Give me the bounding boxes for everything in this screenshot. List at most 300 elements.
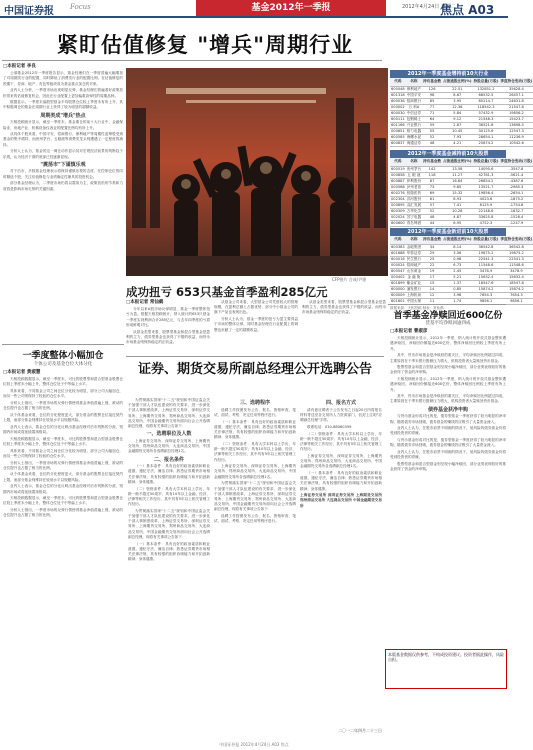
table-cell: 15.32 [442, 190, 472, 196]
table-cell: 双汇发展 [406, 202, 422, 207]
table-cell: 15874.2 [473, 286, 500, 292]
table-cell: 98 [422, 92, 442, 98]
disclaimer-box: 本版基金数据仅供参考，不构成投资建议。投资者据此操作，风险自担。 [385, 649, 507, 689]
page-footer: 中国证券报 2012年4月24日 A03 焦点 [219, 742, 289, 747]
table-cell: 25874.2 [473, 140, 500, 146]
table-cell: 7654.3 [473, 292, 500, 298]
article-paragraph: 天相投顾数据显示，截至一季度末，可比的股票型和混合型基金股票仓位较上季度末小幅上升，整体仓位处于中等偏上水平。 [3, 496, 123, 506]
table-cell: 山东黄金 [406, 268, 422, 273]
article-paragraph: 天相投顾统计显示，2012年一季度，纳入统计的开放式基金整体遭遇净赎回，净赎回份额接近600亿份，整体净赎回比例较上季度有所上升。 [390, 336, 506, 351]
announcement-date: 二〇一二年四月二十三日 [338, 728, 382, 733]
table-cell: 伊利股份 [406, 178, 422, 183]
table-cell: 金 融 街 [407, 274, 421, 279]
table-cell: 恒瑞医药 [406, 190, 422, 195]
announcement-paragraph: 请有意应聘者于公告发布之日起20日内将报名材料寄送至各交易所人力资源部门，信封上注明"应聘副总经理"字样。 [300, 407, 382, 423]
table-cell: 600111 [391, 117, 405, 121]
table-cell: -4387.6 [499, 178, 533, 184]
table-cell: 000895 [391, 203, 405, 207]
announcement-paragraph: （二）资格条件：具有大学本科以上学历，年龄一般不超过50周岁；具有10年以上金融、经济、法律等相关工作经历，其中具有5年以上相关管理工作经历。 [128, 486, 210, 507]
announcement-paragraph: 上海证券交易所、深圳证券交易所、上海期货交易所、郑州商品交易所、大连商品交易所、中国金融期货交易所各选聘副总经理1名。 [214, 464, 296, 479]
announcement-paragraph: 为贯彻落实国家"十二五"规划和中国证监会关于加强干部人才队伍建设的有关要求，进一步深化干部人事制度改革，上海证券交易所、深圳证券交易所、上海期货交易所、郑州商品交易所、大连商品交易所、中国金融期货交易所面向社会公开选聘副总经理，现将有关事项公告如下： [128, 398, 210, 429]
table-cell: 600837 [391, 141, 405, 145]
table-cell: 000002 [391, 105, 405, 109]
table-cell: 万 科A [406, 104, 422, 110]
feature-photo [126, 68, 388, 276]
table-cell: 10.28 [442, 208, 472, 214]
table-cell: 8.67 [442, 92, 472, 98]
article-paragraph: 今年以来A股市场反弹明显，基金一季度整体扭亏为盈。根据天相投顾统计，纳入统计的653只基金一季度实现利润合计285亿元，与去年四季度的亏损形成鲜明对比。 [126, 307, 210, 327]
table-header-cell: 季度持仓变动(万股) [499, 78, 533, 86]
table-cell: 35628.4 [499, 86, 533, 92]
table-cell: 132851.2 [473, 86, 500, 92]
table-cell: 11 [422, 298, 442, 304]
article-paragraph: 从基金类型来看，股票型基金和混合型基金是盈利的主力，债券型基金也获得了不错的收益，而货币市场基金则保持稳定的正收益。 [126, 329, 210, 344]
section-banner: 基金2012年一季报 [196, 0, 386, 16]
article-position-subtitle: 个体公司及基金仓位大体分化 [33, 362, 93, 367]
table-cell: 22541.3 [499, 256, 533, 262]
article-paragraph: 分析人士指出，一季度市场的反弹行情使得基金净值普遍上涨，被动的仓位提升也占据了相当的比例。 [3, 460, 123, 470]
table-cell: 6.73 [442, 262, 472, 268]
table-cell: 0.98 [442, 256, 472, 262]
table-cell: 42781.3 [473, 172, 500, 178]
table-cell: 贵州茅台 [406, 166, 422, 171]
article-paragraph: 数据显示，一季度末偏股型基金平均股票仓位较上季度末有所上升，其中积极调仓的基金在周期行业上获得了较为明显的超额收益。 [3, 100, 123, 110]
table-cell: 包钢稀土 [406, 116, 422, 121]
table-title: 2012年一季度基金增持前10大行业 [390, 70, 506, 78]
table-header-cell: 持有基金数 [422, 236, 442, 244]
table-cell: 600030 [391, 111, 405, 115]
table-header-cell: 占流通股比例(%) [442, 236, 472, 244]
table-header-cell: 持股总量(万股) [473, 78, 500, 86]
table-header-cell: 持股总量(万股) [473, 236, 500, 244]
article-paragraph: 从个体基金来看，仓位的分化程度更大，部分基金的股票仓位接近契约上限，而部分基金则维持在较低水平以规避风险。 [3, 472, 123, 482]
article-paragraph: 天相投顾数据显示，截至一季度末，可比的股票型和混合型基金股票仓位较上季度末小幅上升，整体仓位处于中等偏上水平。 [3, 377, 123, 387]
article-paragraph: 分析人士认为，基金一季度的扭亏为盈主要得益于市场的整体反弹，同时基金经理在行业配置上的调整也贡献了一定的超额收益。 [214, 317, 298, 332]
table-cell: 8.14 [442, 244, 472, 250]
table-cell: 洋河股份 [406, 196, 422, 201]
announcement-paragraph: 为贯彻落实国家"十二五"规划和中国证监会关于加强干部人才队伍建设的有关要求，进一步深化干部人事制度改革，上海证券交易所、深圳证券交易所、上海期货交易所、郑州商品交易所、大连商品交易所、中国金融期货交易所面向社会公开选聘副总经理，现将有关事项公告如下： [214, 481, 296, 512]
announcement-paragraph: 选聘工作按照发布公告、报名、资格审查、笔试、面试、考察、决定任用等程序进行。 [214, 407, 296, 417]
table-cell: 15632.4 [473, 274, 500, 280]
article-paragraph: 天相投顾数据显示，截至一季度末，可比的股票型和混合型基金股票仓位较上季度末小幅上升，整体仓位处于中等偏上水平。 [3, 436, 123, 446]
main-headline: 紧盯估值修复 "增兵"周期行业 [56, 33, 354, 57]
article-subhead: 债券基金获净申购 [427, 406, 468, 413]
table-header-cell: 持有基金数 [422, 78, 442, 86]
table-cell: 18547.6 [473, 280, 500, 286]
article-paragraph: 天相投顾统计显示，截至一季度末，基金重仓的前十大行业中，金融保险业、房地产业、机械设备仪表业的配置比例均有所上升。 [3, 120, 123, 130]
table-cell: 36542.8 [499, 244, 533, 250]
article-profit-col3 [302, 300, 386, 352]
table-header-cell: 代码 [390, 158, 406, 166]
table-cell: -1528.4 [499, 214, 533, 220]
table-cell: 19856.4 [473, 190, 500, 196]
article-paragraph: 与货币基金形成对比的是，债券型基金一季度获得了较为明显的净申购，随着债券市场回暖，债券基金的赚钱效应吸引了大量资金流入。 [390, 438, 506, 448]
data-table [390, 236, 533, 305]
table-cell: 14 [422, 286, 442, 292]
table-cell: 85214.7 [473, 98, 500, 104]
table-cell: 33625.8 [473, 214, 500, 220]
table-row [390, 140, 533, 146]
focus-label: Focus [70, 3, 91, 11]
table-cell: 000402 [391, 275, 405, 279]
table-cell: 0.85 [442, 286, 472, 292]
article-paragraph: 对于后市，多数基金经理表示将保持谨慎乐观的态度，在控制仓位的同时精选个股，关注估值修复与业绩确定性兼具的投资机会。 [3, 169, 123, 179]
article-valuation [3, 64, 123, 342]
table-cell: 格力电器 [406, 128, 422, 133]
table-cell: 52 [422, 208, 442, 214]
table-cell: 71 [422, 110, 442, 116]
table-cell: 002304 [391, 197, 405, 201]
table-cell: 600036 [391, 99, 405, 103]
article-profit-col1 [126, 300, 210, 352]
article-paragraph: 分析人士指出，一季度市场的反弹行情使得基金净值普遍上涨，被动的仓位提升也占据了相当的比例。 [3, 508, 123, 518]
table-cell: 苏宁电器 [406, 214, 422, 219]
announcement-paragraph: （一）基本条件：具有良好的政治素质和职业道德，遵纪守法，廉洁自律；熟悉证券期货市场相关法律法规，具有较强的组织协调能力和开拓创新精神；身体健康。 [300, 470, 382, 491]
table-cell: 12547.3 [499, 128, 533, 134]
table-cell: 601166 [391, 123, 405, 127]
section-rule [388, 304, 506, 305]
table-cell: 海螺水泥 [406, 134, 422, 139]
table-cell: 77 [422, 104, 442, 110]
table-cell: 000024 [391, 263, 405, 267]
article-paragraph: 天相投顾统计显示，2012年一季度，纳入统计的开放式基金整体遭遇净赎回，净赎回份额接近600亿份，整体净赎回比例较上季度有所上升。 [390, 377, 506, 392]
paper-logo: 中国证券报 [4, 6, 54, 17]
table-cell: 6.95 [442, 220, 472, 226]
table-title: 2012年一季度基金减持前10大股票 [390, 150, 506, 158]
article-paragraph: 具体来看，不同基金公司之间仓位分化较为明显，部分公司大幅加仓，而另一些公司则保持了较低的仓位水平。 [3, 448, 123, 458]
table-cell: 28654.1 [473, 134, 500, 140]
announcement-paragraph: （二）资格条件：具有大学本科以上学历，年龄一般不超过50周岁；具有10年以上金融、经济、法律等相关工作经历，其中具有5年以上相关管理工作经历。 [214, 441, 296, 462]
table-cell: 海通证券 [406, 140, 422, 145]
headline-rule [2, 60, 382, 61]
table-cell: 87 [422, 178, 442, 184]
table-cell: 126 [422, 86, 442, 92]
table-cell: 华泰证券 [406, 250, 422, 255]
table-cell: 10542.6 [499, 140, 533, 146]
table-cell: 142 [422, 166, 442, 172]
table-cell: 7654.3 [499, 292, 533, 298]
table-cell: 600383 [391, 245, 405, 249]
table-cell: -2654.1 [499, 190, 533, 196]
announcement-col3 [300, 398, 382, 738]
table-cell: 26854.2 [473, 178, 500, 184]
table-cell: 22148.6 [473, 208, 500, 214]
announcement-paragraph: 联系电话：010-88060399 [307, 424, 352, 429]
table-cell: -1632.7 [499, 208, 533, 214]
table-cell: 600009 [391, 293, 405, 297]
table-cell: 2.87 [442, 122, 472, 128]
article-paragraph: 业内人士分析，一季度市场出现明显反弹，基金经理们普遍看好政策放松带来的估值修复机会，因此在行业配置上更加偏重高弹性的周期品种。 [3, 88, 123, 98]
article-profit-col2 [214, 300, 298, 352]
announcement-subhead: 三、选聘程序 [239, 400, 270, 406]
table-cell: 55 [422, 128, 442, 134]
announcement-paragraph: 上海证券交易所、深圳证券交易所、上海期货交易所、郑州商品交易所、大连商品交易所、中国金融期货交易所各选聘副总经理1名。 [300, 453, 382, 469]
table-cell: 000568 [391, 185, 405, 189]
table-cell: 24631.8 [499, 98, 533, 104]
announcement-col1 [128, 398, 210, 738]
table-cell: 9856.1 [473, 298, 500, 304]
table-cell: 4752.3 [473, 220, 500, 226]
table-cell: 600600 [391, 221, 405, 225]
announcement-paragraph: （一）基本条件：具有良好的政治素质和职业道德，遵纪守法，廉洁自律；熟悉证券期货市场相关法律法规，具有较强的组织协调能力和开拓创新精神；身体健康。 [128, 541, 210, 562]
market-photo-collage [126, 68, 388, 276]
table-cell: 9856.1 [499, 298, 533, 304]
table-cell: 3478.9 [473, 268, 500, 274]
table-cell: 13521.7 [473, 184, 500, 190]
table-cell: 64 [422, 116, 442, 122]
table-cell: 民生银行 [406, 256, 422, 261]
table-header-cell: 季度持仓变动(万股) [499, 236, 533, 244]
table-cell: 3.98 [442, 292, 472, 298]
table-cell: 16.84 [442, 178, 472, 184]
table-cell: 4023.6 [473, 196, 500, 202]
table-cell: 中国太保 [406, 298, 422, 303]
table-cell: 10.45 [442, 128, 472, 134]
table-cell: 7.93 [442, 134, 472, 140]
table-cell: 61 [422, 196, 442, 202]
table-cell: 4.87 [442, 214, 472, 220]
article-paragraph: 具体来看，不同基金公司之间仓位分化较为明显，部分公司大幅加仓，而另一些公司则保持了较低的仓位水平。 [3, 389, 123, 399]
article-subhead: "震荡市"下谨慎乐观 [40, 161, 86, 168]
table-cell: 保利地产 [406, 86, 422, 91]
table-cell: 3.56 [442, 250, 472, 256]
table-cell: 17 [422, 274, 442, 280]
table-cell: 22.51 [442, 86, 472, 92]
table-cell: 601601 [391, 299, 405, 303]
table-cell: 600585 [391, 135, 405, 139]
table-cell: -1247.9 [499, 220, 533, 226]
article-position [3, 370, 123, 740]
table-cell: 21548.3 [473, 116, 500, 122]
article-paragraph: 从基金类型来看，股票型基金和混合型基金是盈利的主力，债券型基金也获得了不错的收益，而货币市场基金则保持稳定的正收益。 [302, 300, 386, 315]
announcement-paragraph: （一）基本条件：具有良好的政治素质和职业道德，遵纪守法，廉洁自律；熟悉证券期货市场相关法律法规，具有较强的组织协调能力和开拓创新精神；身体健康。 [128, 464, 210, 484]
announcement-paragraph: 上海证券交易所 深圳证券交易所 上海期货交易所 郑州商品交易所 大连商品交易所 中国金融期货交易所 [300, 493, 382, 508]
table-cell: 泸州老窖 [406, 184, 422, 189]
table-cell: 15632.4 [499, 274, 533, 280]
article-byline: □本报记者 李良 [3, 64, 36, 69]
table-cell: 73 [422, 184, 442, 190]
announcement-paragraph: （一）基本条件：具有良好的政治素质和职业道德，遵纪守法，廉洁自律；熟悉证券期货市场相关法律法规，具有较强的组织协调能力和开拓创新精神；身体健康。 [214, 419, 296, 440]
table-cell: 12.36 [442, 104, 472, 110]
announcement-paragraph: 为贯彻落实国家"十二五"规划和中国证监会关于加强干部人才队伍建设的有关要求，进一步深化干部人事制度改革，上海证券交易所、深圳证券交易所、上海期货交易所、郑州商品交易所、大连商品交易所、中国金融期货交易所面向社会公开选聘副总经理，现将有关事项公告如下： [128, 508, 210, 539]
redemption-subtitle: 货基平均净赎回逾四成 [425, 321, 471, 326]
table-cell: 中信证券 [406, 110, 422, 115]
table-cell: 57432.9 [473, 110, 500, 116]
article-paragraph: 其中，货币市场基金是净赎回的重灾区，平均净赎回比例超过四成，主要原因在于季末银行揽储压力增大，机构投资者大量赎回货币基金。 [390, 353, 506, 363]
masthead [0, 0, 508, 18]
table-cell: 4.21 [442, 140, 472, 146]
table-cell: 兴业银行 [406, 122, 422, 127]
table-cell: -1754.8 [499, 202, 533, 208]
data-table [390, 78, 533, 147]
table-cell: 69 [422, 190, 442, 196]
article-paragraph: 股票型基金和混合型基金则呈现小幅净赎回，部分业绩表现较好的基金获得了资金的净申购。 [390, 461, 506, 472]
table-cell: 52 [422, 134, 442, 140]
table-header-cell: 代码 [390, 78, 406, 86]
article-profit-title: 成功扭亏 653只基金首季盈利285亿元 [126, 285, 328, 299]
table-note: 数据来源：天相投顾 制表：常仙鹤 [390, 305, 444, 310]
table-cell: 8125.9 [473, 202, 500, 208]
data-table [390, 158, 533, 227]
table-cell: 118 [422, 172, 442, 178]
table-cell: 85 [422, 98, 442, 104]
table-cell: 2.45 [442, 268, 472, 274]
table-cell: 5.21 [442, 274, 472, 280]
table-cell: 1.74 [442, 298, 472, 304]
article-paragraph: 与货币基金形成对比的是，债券型基金一季度获得了较为明显的净申购，随着债券市场回暖，债券基金的赚钱效应吸引了大量资金流入。 [390, 414, 506, 424]
announcement-subhead: 二、报名条件 [153, 456, 184, 463]
article-byline: □本报记者 曹淑彦 [390, 329, 428, 334]
table-cell: 600016 [391, 257, 405, 261]
table-cell: 22541.3 [473, 256, 500, 262]
article-subhead: 周期类成"增兵"热点 [40, 112, 86, 119]
article-byline: □本报记者 黄淑慧 [3, 370, 41, 375]
table-cell: 118542.3 [473, 104, 500, 110]
article-paragraph: 业内人士表示，基金仓位的分化反映出基金经理对后市判断的分歧，短期内市场或将延续震荡格局。 [3, 484, 123, 494]
article-paragraph: 从基金公司来看，大型基金公司凭借较大的管理规模，在盈利总额上占据优势；部分中小基金公司的旗下产品也表现出色。 [214, 300, 298, 315]
table-cell: 招商地产 [406, 262, 422, 267]
redemption-title: 首季基金净赎回近600亿份 [393, 311, 503, 321]
table-cell: 34 [422, 244, 442, 250]
table-cell: 600276 [391, 191, 405, 195]
article-paragraph: 分析人士指出，一季度市场的反弹行情使得基金净值普遍上涨，被动的仓位提升也占据了相当的比例。 [3, 401, 123, 411]
announcement-paragraph: （二）资格条件：具有大学本科以上学历，年龄一般不超过50周岁；具有10年以上金融、经济、法律等相关工作经历，其中具有5年以上相关管理工作经历。 [300, 431, 382, 452]
table-header-cell: 占流通股比例(%) [442, 158, 472, 166]
table-cell: 14095.6 [473, 166, 500, 172]
table-header-cell: 季度持仓变动(万股) [499, 158, 533, 166]
table-cell: 13.58 [442, 166, 472, 172]
table-cell: 18547.6 [499, 280, 533, 286]
announcement-title: 证券、期货交易所副总经理公开选聘公告 [137, 362, 372, 377]
issue-date: 2012年4月24日 星期二 [402, 4, 456, 10]
table-cell: 002024 [391, 215, 405, 219]
table-cell: 万华化学 [406, 208, 422, 213]
table-cell: 五 粮 液 [407, 172, 421, 177]
table-cell: 601688 [391, 251, 405, 255]
table-cell: 12 [422, 292, 442, 298]
page-label: 焦点 A03 [440, 3, 495, 17]
table-cell: 3478.9 [499, 268, 533, 274]
table-cell: 19 [422, 268, 442, 274]
article-paragraph: 业内人士认为，在股市前景不明朗的情况下，低风险的债券基金仍将受到投资者的青睐。 [390, 426, 506, 436]
announcement-paragraph: 上海证券交易所、深圳证券交易所、上海期货交易所、郑州商品交易所、大连商品交易所、中国金融期货交易所各选聘副总经理1名。 [128, 438, 210, 454]
article-paragraph: 部分基金经理认为，二季度市场仍将以震荡为主，政策放松的节奏和力度将是影响市场走势的关键因素。 [3, 181, 123, 191]
announcement-subhead: 四、报名方式 [325, 400, 356, 406]
table-cell: 25 [422, 256, 442, 262]
table-cell: 22 [422, 262, 442, 268]
table-cell: 600519 [391, 167, 405, 171]
table-row [390, 220, 533, 226]
table-cell: 59 [422, 122, 442, 128]
article-paragraph: 从个体基金来看，仓位的分化程度更大，部分基金的股票仓位接近契约上限，而部分基金则维持在较低水平以规避风险。 [3, 412, 123, 423]
table-cell: 19856.2 [499, 110, 533, 116]
table-cell: -2985.3 [499, 184, 533, 190]
table-cell: 7.41 [442, 202, 472, 208]
table-cell: 13698.5 [499, 122, 533, 128]
table-decrease [390, 150, 533, 227]
table-cell: 青岛啤酒 [406, 220, 422, 225]
table-header-cell: 代码 [390, 236, 406, 244]
table-cell: 9.12 [442, 116, 472, 122]
table-header-cell: 名称 [406, 236, 422, 244]
announcement-col2 [214, 398, 296, 738]
table-cell: 26457.1 [499, 92, 533, 98]
article-paragraph: 股票型基金和混合型基金则呈现小幅净赎回，部分业绩表现较好的基金获得了资金的净申购。 [390, 365, 506, 375]
table-cell: -1875.2 [499, 196, 533, 202]
article-paragraph: 业内人士认为，在股市前景不明朗的情况下，低风险的债券基金仍将受到投资者的青睐。 [390, 450, 506, 460]
table-cell: 11236.9 [499, 134, 533, 140]
table-cell: 36542.8 [473, 244, 500, 250]
table-cell: 600547 [391, 269, 405, 273]
table-cell: 600887 [391, 179, 405, 183]
table-cell: -5621.4 [499, 172, 533, 178]
table-new [390, 228, 533, 311]
table-header-cell: 名称 [406, 158, 422, 166]
table-cell: -3547.8 [499, 166, 533, 172]
table-header-cell: 持股总量(万股) [473, 158, 500, 166]
table-cell: 9.65 [442, 184, 472, 190]
table-cell: 21547.6 [499, 104, 533, 110]
table-cell: 600048 [391, 87, 405, 91]
table-cell: 11548.6 [473, 262, 500, 268]
table-cell: 19875.2 [473, 250, 500, 256]
table-cell: 44 [422, 220, 442, 226]
article-paragraph: 分析人士认为，基金的这一调仓动作显示其对宏观经济前景的判断趋于乐观，认为经济下滑的底部已经逐渐显现。 [3, 149, 123, 159]
article-position-title: 一季度整体小幅加仓 [22, 351, 104, 361]
section-rule [126, 356, 384, 357]
table-header-cell: 持有基金数 [422, 158, 442, 166]
article-redemption [390, 329, 506, 645]
announcement-paragraph: 选聘工作按照发布公告、报名、资格审查、笔试、面试、考察、决定任用等程序进行。 [214, 514, 296, 524]
section-rule [2, 344, 124, 345]
table-cell: 3.95 [442, 98, 472, 104]
table-cell: 紫金矿业 [406, 280, 422, 285]
table-cell: 15423.7 [499, 116, 533, 122]
table-increase [390, 70, 533, 147]
table-cell: 36521.8 [473, 122, 500, 128]
table-cell: 48 [422, 214, 442, 220]
table-header-cell: 名称 [406, 78, 422, 86]
table-cell: 15874.2 [499, 286, 533, 292]
announcement-subhead: 一、选聘职位及人数 [146, 431, 192, 438]
table-cell: 中国平安 [406, 92, 422, 97]
article-paragraph: 从具体个股来看，中国平安、招商银行、保利地产等周期性蓝筹股受到基金的集中增持，而贵州茅台、五粮液等消费类龙头则遭遇了一定程度的减持。 [3, 132, 123, 147]
table-cell: 浦发银行 [406, 286, 422, 291]
table-header-cell: 占流通股比例(%) [442, 78, 472, 86]
table-cell: 11548.6 [499, 262, 533, 268]
table-cell: 8.93 [442, 196, 472, 202]
table-cell: 15 [422, 280, 442, 286]
table-cell: 1.37 [442, 280, 472, 286]
table-cell: 29 [422, 250, 442, 256]
table-cell: 600000 [391, 287, 405, 291]
table-cell: 000651 [391, 129, 405, 133]
table-cell: 5.84 [442, 110, 472, 116]
table-cell: 11.27 [442, 172, 472, 178]
table-cell: 48 [422, 140, 442, 146]
table-cell: 000858 [391, 173, 405, 177]
table-cell: 68532.5 [473, 92, 500, 98]
photo-caption: CFP图片 合成/尹建 [332, 277, 367, 282]
article-paragraph: 公募基金2012年一季度报告显示，基金经理们在一季度普遍大幅增加了对周期类行业的配置，同时降低了消费类行业的配置比例。在估值修复的预期下，券商、地产、有色等板块成为基金重点加仓的对象。 [3, 71, 123, 86]
table-cell: 招商银行 [406, 98, 422, 103]
table-cell: 600309 [391, 209, 405, 213]
table-title: 2012年一季度基金新进前10大股票 [390, 228, 506, 236]
table-cell: 19875.2 [499, 250, 533, 256]
table-cell: 30125.6 [473, 128, 500, 134]
table-cell: 57 [422, 202, 442, 208]
table-cell: 601318 [391, 93, 405, 97]
